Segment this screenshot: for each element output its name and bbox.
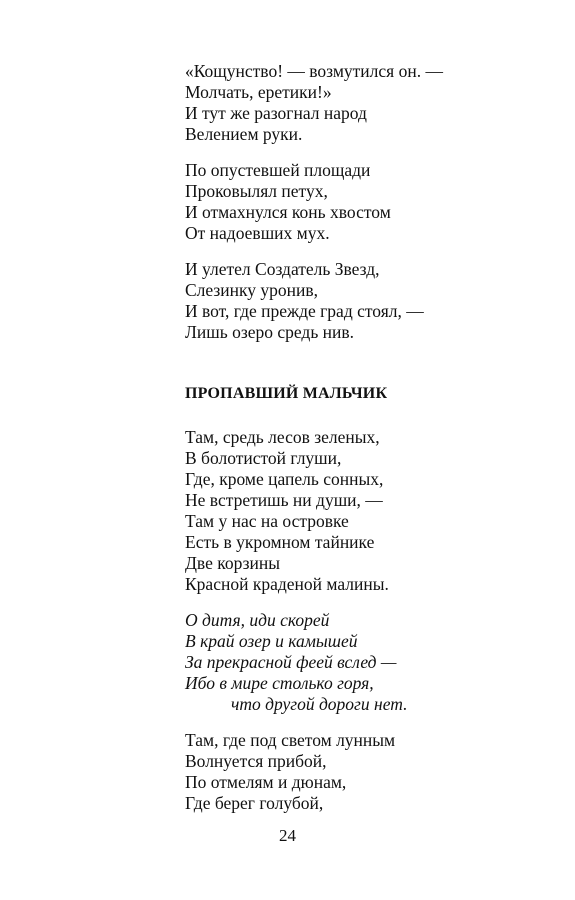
verse-line: И вот, где прежде град стоял, — — [185, 301, 424, 321]
refrain-line: В край озер и камышей — [185, 631, 358, 651]
refrain-line: За прекрасной феей вслед — — [185, 652, 397, 672]
verse-line: В болотистой глуши, — [185, 448, 342, 468]
poem-title: ПРОПАВШИЙ МАЛЬЧИК — [185, 385, 388, 402]
verse-line: По опустевшей площади — [185, 160, 371, 180]
verse-line: Там, где под светом лунным — [185, 730, 396, 750]
verse-line: Не встретишь ни души, — — [185, 490, 383, 510]
verse-line: Где, кроме цапель сонных, — [185, 469, 384, 489]
verse-line: И тут же разогнал народ — [185, 103, 367, 123]
verse-line: Красной краденой малины. — [185, 574, 389, 594]
verse-line: Там, средь лесов зеленых, — [185, 427, 380, 447]
refrain-line-indented: что другой дороги нет. — [231, 694, 408, 714]
verse-line: По отмелям и дюнам, — [185, 772, 347, 792]
verse-line: Волнуется прибой, — [185, 751, 327, 771]
verse-line: От надоевших мух. — [185, 223, 330, 243]
verse-line: И отмахнулся конь хвостом — [185, 202, 391, 222]
refrain-line: О дитя, иди скорей — [185, 610, 330, 630]
verse-line: «Кощунство! — возмутился он. — — [185, 61, 443, 81]
verse-line: Велением руки. — [185, 124, 303, 144]
refrain-line: Ибо в мире столько горя, — [185, 673, 374, 693]
verse-line: Где берег голубой, — [185, 793, 324, 813]
verse-line: Там у нас на островке — [185, 511, 349, 531]
verse-line: Проковылял петух, — [185, 181, 328, 201]
verse-line: Есть в укромном тайнике — [185, 532, 375, 552]
page-number: 24 — [279, 826, 296, 845]
verse-line: И улетел Создатель Звезд, — [185, 259, 380, 279]
verse-line: Две корзины — [185, 553, 280, 573]
verse-line: Лишь озеро средь нив. — [185, 322, 355, 342]
verse-line: Молчать, еретики!» — [185, 82, 332, 102]
verse-line: Слезинку уронив, — [185, 280, 319, 300]
